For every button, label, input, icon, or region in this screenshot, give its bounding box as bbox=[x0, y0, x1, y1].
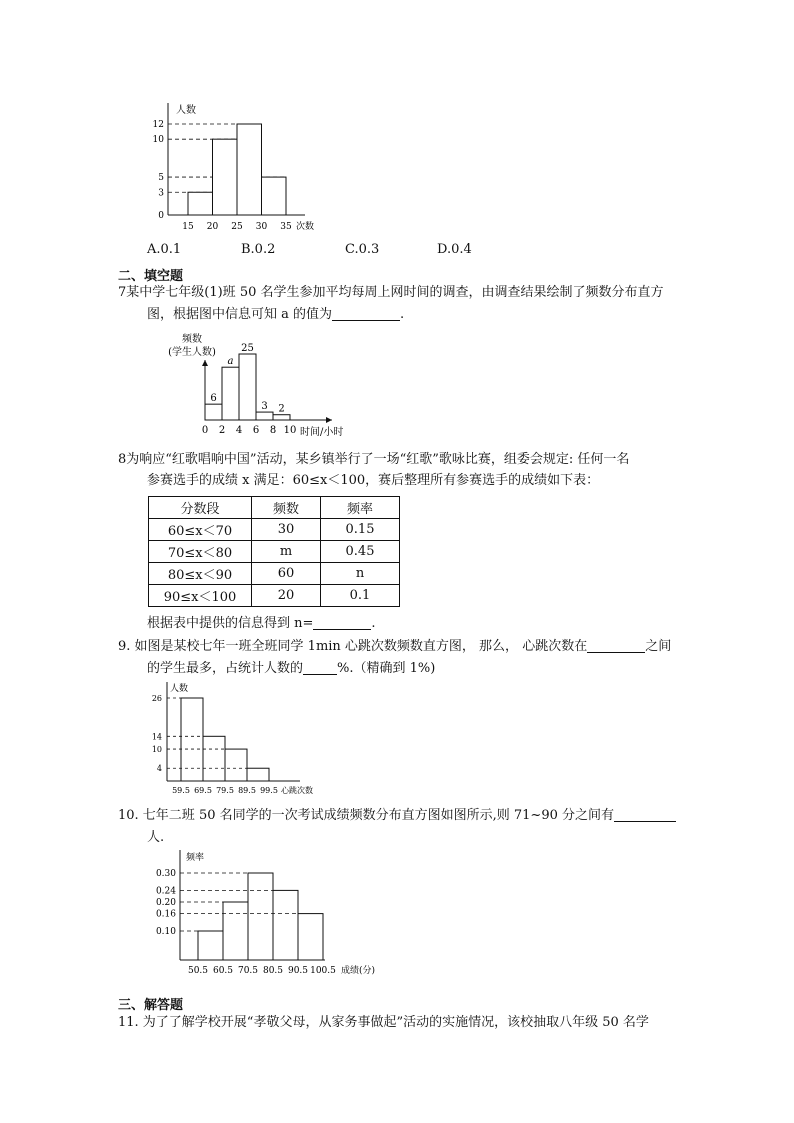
x-tick-label: 10 bbox=[283, 425, 297, 436]
x-axis-label: 成绩(分) bbox=[341, 966, 376, 976]
x-axis-arrow bbox=[326, 417, 332, 423]
table-cell: 0.15 bbox=[321, 519, 400, 541]
histogram-q6 bbox=[140, 100, 340, 240]
table-cell: 90≤x＜100 bbox=[149, 585, 252, 607]
q8-answer-text: 根据表中提供的信息得到 n= bbox=[147, 616, 314, 631]
q9-range-blank[interactable] bbox=[587, 640, 645, 653]
histogram-bar bbox=[225, 749, 247, 781]
q9-line2 bbox=[147, 662, 435, 675]
x-axis-label: 次数 bbox=[296, 222, 315, 232]
x-tick-label: 20 bbox=[206, 222, 219, 232]
table-cell: 60 bbox=[252, 563, 321, 585]
histogram-bar bbox=[237, 124, 262, 215]
x-tick-label: 15 bbox=[182, 222, 194, 232]
y-tick-label: 10 bbox=[152, 135, 164, 146]
q8-line2: 参赛选手的成绩 x 满足：60≤x＜100，赛后整理所有参赛选手的成绩如下表： bbox=[147, 473, 600, 488]
histogram-bar bbox=[256, 412, 273, 420]
histogram-bar bbox=[248, 873, 273, 960]
q7-line2 bbox=[147, 308, 404, 321]
section-heading-solutions: 三、解答题 bbox=[118, 998, 184, 1013]
q8-period: . bbox=[371, 616, 376, 631]
y-tick-label: 10 bbox=[151, 745, 162, 755]
x-tick-label: 8 bbox=[269, 425, 277, 436]
bar-value-label: 25 bbox=[241, 343, 254, 354]
y-axis-label: 人数 bbox=[176, 105, 196, 116]
histogram-bar bbox=[222, 367, 239, 420]
y-axis-label: (学生人数) bbox=[168, 347, 216, 358]
q7-answer-blank[interactable] bbox=[332, 308, 400, 321]
section-heading-fill-in: 二、填空题 bbox=[118, 269, 184, 284]
x-tick-label: 99.5 bbox=[260, 786, 278, 795]
y-tick-label: 0.16 bbox=[155, 909, 176, 920]
table-row bbox=[149, 519, 400, 541]
x-tick-label: 50.5 bbox=[187, 966, 209, 976]
x-tick-label: 2 bbox=[218, 425, 226, 436]
q10-line1-text: 10. 七年二班 50 名同学的一次考试成绩频数分布直方图如图所示,则 71~90 分之间有 bbox=[118, 808, 614, 823]
table-cell: 0.1 bbox=[321, 585, 400, 607]
y-axis-label: 人数 bbox=[170, 684, 189, 694]
q11-line1: 11. 为了了解学校开展“孝敬父母，从家务事做起”活动的实施情况，该校抽取八年级 50 名学 bbox=[118, 1015, 649, 1030]
x-tick-label: 25 bbox=[231, 222, 243, 232]
x-tick-label: 100.5 bbox=[310, 966, 336, 976]
x-tick-label: 60.5 bbox=[212, 966, 234, 976]
q7-period: . bbox=[400, 307, 405, 322]
q6-option-c[interactable]: C.0.3 bbox=[345, 242, 380, 257]
y-tick-label: 0.30 bbox=[155, 869, 176, 879]
y-tick-label: 5 bbox=[158, 173, 164, 184]
y-tick-label: 12 bbox=[152, 120, 164, 130]
y-tick-label: 26 bbox=[151, 694, 162, 703]
x-tick-label: 80.5 bbox=[262, 966, 284, 976]
x-axis-label: 时间/小时 bbox=[300, 427, 344, 438]
q7-line2-text: 图，根据图中信息可知 a 的值为 bbox=[147, 307, 333, 322]
q9-line1 bbox=[118, 640, 671, 653]
x-tick-label: 0 bbox=[201, 425, 209, 436]
table-cell: 60≤x＜70 bbox=[149, 519, 252, 541]
q6-option-a[interactable]: A.0.1 bbox=[147, 242, 182, 257]
q10-answer-blank[interactable] bbox=[614, 809, 676, 822]
bar-value-label: 2 bbox=[278, 403, 285, 415]
histogram-bar bbox=[239, 354, 256, 420]
q8-line1: 8为响应“红歌唱响中国”活动，某乡镇举行了一场“红歌”歌咏比赛，组委会规定: 任何一名 bbox=[118, 452, 630, 467]
x-tick-label: 70.5 bbox=[237, 966, 259, 976]
y-axis-arrow bbox=[202, 360, 208, 366]
histogram-bar bbox=[273, 890, 298, 960]
x-tick-label: 4 bbox=[235, 425, 243, 436]
histogram-bar bbox=[213, 139, 238, 215]
x-tick-label: 79.5 bbox=[216, 786, 234, 795]
q8-answer-blank[interactable] bbox=[313, 617, 371, 630]
y-tick-label: 0.24 bbox=[155, 886, 176, 897]
q8-answer-line bbox=[147, 617, 376, 630]
histogram-bar bbox=[188, 192, 213, 215]
histogram-bar bbox=[298, 914, 323, 960]
histogram-bar bbox=[273, 415, 290, 420]
table-row bbox=[149, 585, 400, 607]
table-cell: 20 bbox=[252, 585, 321, 607]
histogram-bar bbox=[203, 736, 225, 781]
q9-line2-end: %.（精确到 1%) bbox=[337, 661, 436, 676]
histogram-bar bbox=[198, 931, 223, 960]
y-tick-label: 14 bbox=[151, 732, 162, 742]
histogram-q7 bbox=[140, 332, 365, 442]
table-cell: 70≤x＜80 bbox=[149, 541, 252, 563]
histogram-bar bbox=[205, 404, 222, 420]
table-header-cell: 频率 bbox=[321, 497, 400, 519]
y-tick-label: 0 bbox=[158, 211, 164, 221]
table-header-cell: 频数 bbox=[252, 497, 321, 519]
table-cell: 80≤x＜90 bbox=[149, 563, 252, 585]
q6-option-d[interactable]: D.0.4 bbox=[437, 242, 472, 257]
x-tick-label: 90.5 bbox=[287, 966, 309, 976]
bar-value-label: 3 bbox=[261, 401, 268, 413]
histogram-q9 bbox=[140, 680, 340, 802]
y-tick-label: 0.10 bbox=[155, 927, 176, 937]
q9-line1-end: 之间 bbox=[645, 639, 672, 654]
q10-line2: 人. bbox=[147, 830, 165, 845]
table-cell: n bbox=[321, 563, 400, 585]
y-axis-label: 频数 bbox=[182, 334, 202, 345]
y-tick-label: 0.20 bbox=[155, 898, 176, 908]
q9-line1-text: 9. 如图是某校七年一班全班同学 1min 心跳次数频数直方图， 那么， 心跳次数在 bbox=[118, 639, 588, 654]
bar-value-label: 6 bbox=[210, 393, 217, 405]
x-tick-label: 6 bbox=[252, 425, 260, 436]
q10-line1 bbox=[118, 809, 676, 822]
x-tick-label: 35 bbox=[280, 222, 292, 232]
histogram-bar bbox=[223, 902, 248, 960]
histogram-q10 bbox=[140, 845, 400, 980]
table-row bbox=[149, 563, 400, 585]
table-row bbox=[149, 541, 400, 563]
table-cell: 0.45 bbox=[321, 541, 400, 563]
x-tick-label: 59.5 bbox=[172, 786, 190, 795]
y-tick-label: 4 bbox=[156, 764, 162, 774]
x-tick-label: 89.5 bbox=[238, 786, 256, 795]
histogram-bar bbox=[247, 768, 269, 781]
q8-frequency-table bbox=[148, 496, 400, 607]
q9-line2-text: 的学生最多，占统计人数的 bbox=[147, 661, 304, 676]
table-cell: 30 bbox=[252, 519, 321, 541]
table-header-cell: 分数段 bbox=[149, 497, 252, 519]
table-cell: m bbox=[252, 541, 321, 563]
x-axis-label: 心跳次数 bbox=[281, 786, 313, 795]
q7-line1: 7某中学七年级(1)班 50 名学生参加平均每周上网时间的调查，由调查结果绘制了频数分布直方 bbox=[118, 285, 664, 300]
y-axis-label: 频率 bbox=[186, 853, 205, 863]
x-tick-label: 69.5 bbox=[194, 786, 212, 795]
x-tick-label: 30 bbox=[255, 222, 268, 232]
y-tick-label: 3 bbox=[158, 188, 164, 199]
q6-option-b[interactable]: B.0.2 bbox=[241, 242, 276, 257]
bar-value-label: a bbox=[227, 356, 234, 368]
histogram-bar bbox=[262, 177, 287, 215]
q9-percent-blank[interactable] bbox=[303, 662, 337, 675]
table-header-row bbox=[149, 497, 400, 519]
